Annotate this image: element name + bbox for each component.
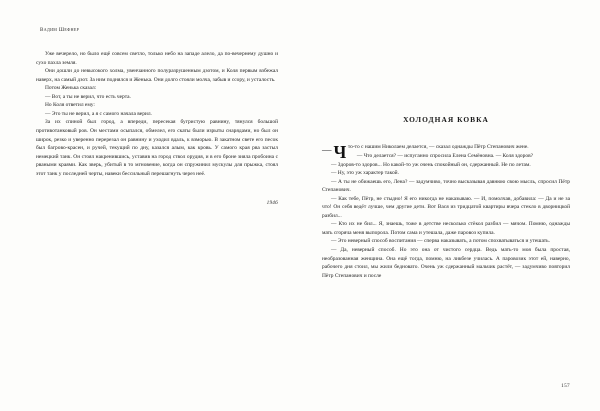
dialogue-line: — А ты не обижаешь его, Лена? — задумчиво, точно высказывая давнюю свою мысль, спросил Пётр Степанович. [322,178,570,194]
dialogue-line: — Это ты не верил, а я с самого начала верил. [45,110,152,117]
paragraph: За их спиной был город, а впереди, пересекая бугристую равнину, тянулся большой противотанковый ров. Он местами осыпался, обмелел, его скаты были изрыты снарядами, но был он широк, резко и уверенно перерезал он равнину и уходил вдаль, к взморью. В закатном свете его песок был багрово-красен, и ручей, текущий по дну, казался алым, как кровь. У самого края рва застыл немецкий танк. Он стоял накренившись, уставив на город ствол орудия, и в его броне зияла пробоина с рваными краями. Как зверь, убитый в то мгновение, когда он спружинил мускулы для прыжка, стоял этот танк у последней черты, навеки бессильный перешагнуть через неё. [36,119,278,177]
drop-cap: Ч [333,141,347,162]
em-dash-glyph: — [322,146,332,157]
page-number: 157 [561,383,570,389]
paragraph: Уже вечерело, но было ещё совсем светло, только небо на западе алело, да по-вечернему душно и сухо пахла земля. [36,51,278,66]
dialogue-line: — Ну, это уж характер такой. [331,170,399,177]
dialogue-line: — Это неверный способ воспитания — сперва наказывать, а потом спохватываться и утешать. [331,238,550,245]
right-page [300,0,600,411]
left-page-body [36,50,278,178]
running-head-author: Вадим Шефнер [40,27,80,33]
dialogue-line: — Как тебе, Пётр, не стыдно! Я его никогда не наказываю. — И, помолчав, добавила: — Да и не за что! Он себя ведёт лучше, чем другие дети. Вот Вася из тридцатой квартиры вчера стекло в дворницкой разбил... [322,195,570,219]
dialogue-line: — Вот, а ты не верил, что есть черта. [45,93,131,100]
dialogue-line: — Что делается? — испуганно спросила Елена Семёновна. — Коля здоров? [356,152,534,159]
paragraph: Потом Женька сказал: [45,85,97,92]
paragraph: Они дошли до невысокого холма, увенчанного полуразрушенным дзотом, и Коля первым взбежал наверх, на самый дзот. За ним поднялся и Женька. Они долго стояли молча, забыв и ссору, и усталость. [36,68,278,83]
dialogue-line: — Да, неверный способ. Но это она от чистого сердца. Ведь мать-то моя была простая, необразованная женщина. Она ещё тогда, помню, на ликбезе училась. А паровозик этот ей, наверно, рабочего дня стоил, мы жили бедновато. Очень уж сдержанный мальчик растёт, — задумчиво повторил Пётр Степанович и после [322,246,570,279]
story-dateline: 1946 [266,200,278,207]
dialogue-line: — Здоров-то здоров... Но какой-то уж очень спокойный он, сдержанный. Не по летам. [331,161,531,168]
chapter-title: ХОЛОДНАЯ КОВКА [403,115,489,124]
dialogue-line: — Кто их не бил... Я, знаешь, тоже в детстве несколько стёкол разбил — мячом. Помню, однажды мать сгоряча меня выпорола. Потом сама и утешала, даже паровоз купила. [322,221,570,236]
opening-text: то-то с нашим Николаем делается, — сказал однажды Пётр Степанович жене. [347,144,529,151]
paragraph: Но Коля ответил ему: [45,102,95,109]
right-page-body [322,143,570,280]
